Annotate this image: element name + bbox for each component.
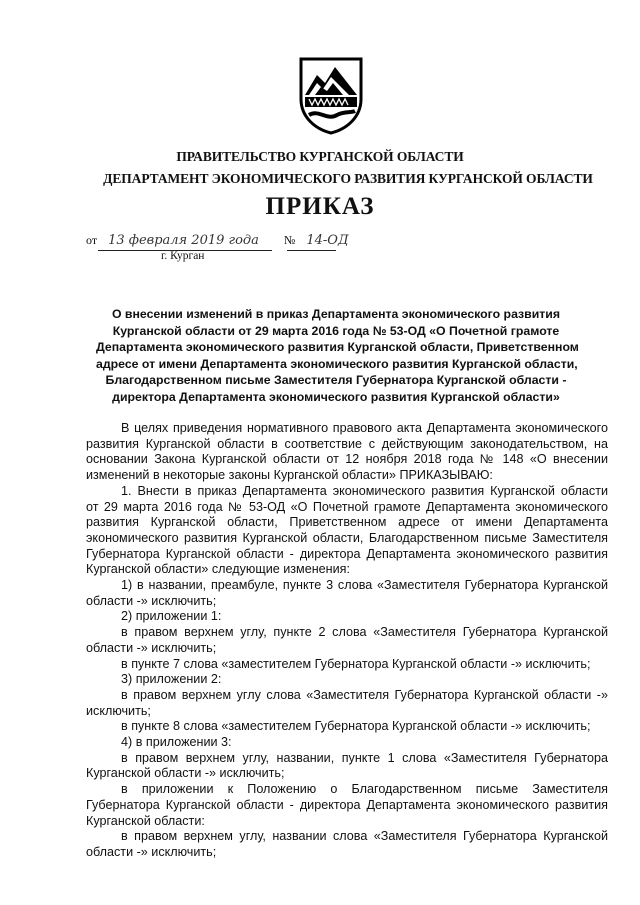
title-line: Благодарственном письме Заместителя Губернатора Курганской области - [105, 373, 567, 388]
handwritten-number: 14-ОД [306, 233, 349, 248]
body-line: области -» исключить; [86, 640, 217, 655]
date-prefix: от [86, 233, 98, 247]
document-body [86, 421, 608, 861]
number-prefix: № [283, 233, 296, 247]
body-line: 1. Внести в приказ Департамента экономического развития Курганской области [121, 483, 608, 498]
body-line: в пункте 8 слова «заместителем Губернатора Курганской области -» исключить; [121, 719, 591, 734]
body-line: развития Курганской области в соответствие с действующим законодательством, на [86, 436, 608, 451]
body-line: исключить; [86, 703, 151, 718]
body-line: 3) приложении 2: [121, 672, 222, 687]
body-line: области -» исключить; [86, 593, 217, 608]
body-line: 4) в приложении 3: [121, 735, 232, 750]
document-type: ПРИКАЗ [265, 193, 375, 220]
body-line: основании Закона Курганской области от 12 ноября 2018 года № 148 «О внесении [86, 452, 608, 467]
body-line: от 29 марта 2016 года № 53-ОД «О Почетной грамоте Департамента экономического [86, 499, 608, 514]
title-line: директора Департамента экономического развития Курганской области» [112, 389, 560, 404]
body-line: Губернатора Курганской области - директора Департамента экономического развития [86, 546, 608, 561]
body-line: в правом верхнем углу слова «Заместителя Губернатора Курганской области -» [121, 687, 608, 702]
department-name: ДЕПАРТАМЕНТ ЭКОНОМИЧЕСКОГО РАЗВИТИЯ КУРГАНСКОЙ ОБЛАСТИ [103, 171, 593, 186]
body-line: Курганской области» следующие изменения: [86, 562, 350, 577]
title-line: адресе от имени Департамента экономического развития Курганской области, [96, 356, 578, 371]
body-line: в правом верхнем углу, названии, пункте 1 слова «Заместителя Губернатора [121, 750, 608, 765]
body-line: развития Курганской области, Приветственном адресе от имени Департамента [86, 515, 608, 530]
title-line: Департамента экономического развития Курганской области, Приветственном [96, 340, 579, 355]
handwritten-date: 13 февраля 2019 года [108, 233, 259, 248]
body-line: в правом верхнем углу, названии слова «Заместителя Губернатора Курганской [121, 829, 608, 844]
title-line: О внесении изменений в приказ Департамента экономического развития [111, 307, 561, 321]
body-line: В целях приведения нормативного правового акта Департамента экономического [121, 421, 608, 435]
city-label: г. Курган [161, 250, 205, 262]
body-line: области -» исключить; [86, 844, 217, 859]
coat-of-arms-emblem [297, 55, 365, 135]
number-underline [287, 250, 336, 251]
body-line: в приложении к Положению о Благодарственном письме Заместителя [121, 782, 608, 797]
title-line: Курганской области от 29 марта 2016 года № 53-ОД «О Почетной грамоте [112, 323, 560, 338]
body-line: 2) приложении 1: [121, 609, 222, 624]
body-line: 1) в названии, преамбуле, пункте 3 слова «Заместителя Губернатора Курганской [121, 578, 608, 593]
body-line: изменений в некоторые законы Курганской области» ПРИКАЗЫВАЮ: [86, 468, 493, 483]
body-line: в правом верхнем углу, пункте 2 слова «Заместителя Губернатора Курганской [121, 625, 608, 640]
body-line: Губернатора Курганской области - директора Департамента экономического развития [86, 797, 608, 812]
body-line: Курганской области: [86, 813, 205, 828]
body-line: в пункте 7 слова «заместителем Губернатора Курганской области -» исключить; [121, 656, 591, 671]
date-line [86, 233, 349, 248]
body-line: экономического развития Курганской области, Благодарственном письме Заместителя [86, 530, 608, 545]
government-name: ПРАВИТЕЛЬСТВО КУРГАНСКОЙ ОБЛАСТИ [176, 149, 464, 164]
document-title [96, 306, 579, 406]
body-line: Курганской области -» исключить; [86, 766, 285, 781]
